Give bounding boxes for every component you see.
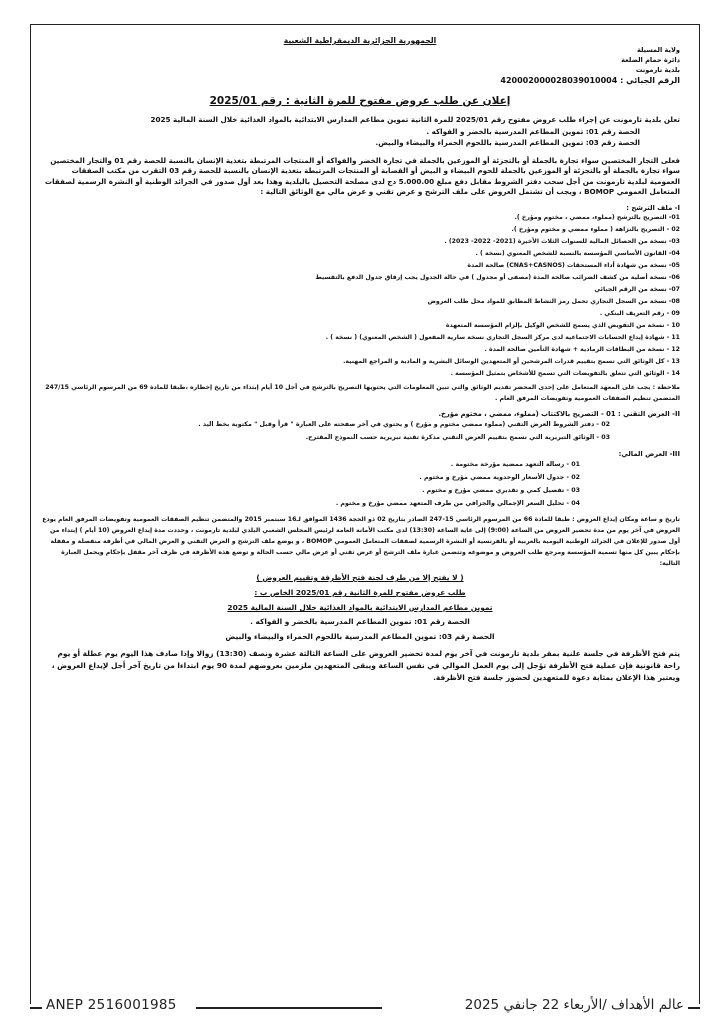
republic-heading: الجمهورية الجزائرية الديمقراطية الشعبية (283, 36, 437, 45)
list-item: 02 - دفتر الشروط العرض التقني (مملوء ممضي مختوم و مؤرخ ) و يحتوي في آخر صفحته على العبارة " قرأ وقبل " مكتوبة بخط اليد . (198, 420, 610, 428)
opening-paragraph: يتم فتح الأظرفة في جلسة علنية بمقر بلدية تارمونت في آخر يوم لمدة تحضير العروض على الساعة الثالثة عشرة ونصف (13:30) زوالا وإذا صادف هذا اليوم يوم عطلة أو يوم راحة قانونية فإن عملية فتح الأظرفة تؤجل إلى يوم العمل الموالي في نفس الساعة ويبقى المتعهدين ملزمين بعروضهم لمدة 90 يوم ابتداءا من تاريخ آخر أجل لإيداع العروض ، ويعتبر هذا الإعلان بمثابة دعوة للمتعهدين لحضور جلسة فتح الأظرفة. (51, 648, 680, 682)
section1-heading: I- ملف الترشح : (626, 203, 680, 212)
envelope-lots (40, 614, 680, 644)
list-item: 13 - كل الوثائق التي تسمح بتقييم قدرات المرشحين أو المتعهدين الوسائل البشرية و المادية و المراجع المهنية. (343, 357, 680, 365)
lot-item: الحصة رقم 03: تموين المطاعم المدرسية باللحوم الحمراء والبيضاء والبيض (225, 631, 495, 641)
list-item: 14 - الوثائق التي تتعلق بالتفويضات التي تسمح للأشخاص بتمثيل المؤسسة . (450, 369, 680, 377)
issuer-block (40, 45, 680, 86)
section1-list (40, 212, 680, 380)
list-item: 03 - تفصيل كمي و تقديري ممضي مؤرخ و مختوم . (422, 486, 580, 494)
list-item: 04- القانون الأساسي المؤسسة بالنسبة للشخص المعنوي (نسخة ) . (475, 249, 680, 257)
section3-list (40, 458, 680, 510)
list-item: 01- التصريح بالترشح (مملوء، ممضي ، مختوم ومؤرخ ). (514, 213, 680, 221)
fiscal-label: الرقم الجبائي : (620, 76, 680, 85)
deposit-paragraph: تاريخ و ساعة ومكان إيداع العروض : طبقا للمادة 66 من المرسوم الرئاسي 15-247 الصادر بتاريخ 02 ذو الحجة 1436 الموافق لـ16 سبتمبر 2015 والمتضمن تنظيم الصفقات العمومية وتفويضات المرفق العام يودع العروض في آخر يوم من مدة تحضير العروض من الساعة (9:00) إلى غاية الساعة (13:30) لدى مكتب الأمانة العامة لرئيس المجلس الشعبي البلدي لبلدية تارمونت ، وحددت مدة إيداع العروض (10 أيام ) إبتداء من أول صدور للإعلان في الجرائد الوطنية اليومية بالعربية أو بالفرنسية أو النشرة الرسمية لصفقات المتعامل العمومي BOMOP ، و يوضع ملف الترشح و العرض التقني و العرض المالي في أظرفة منفصلة و مقفلة بإحكام يبين كل منها تسمية المؤسسة ومرجع طلب العروض و موضوعه وتتضمن عبارة ملف الترشح أو عرض تقني أو عرض مالي حسب الحالة و توضع هذه الأظرفة في ظرف آخر مقفل بإحكام ويحمل العبارة التالية: (42, 515, 680, 567)
section2-list (40, 418, 680, 444)
commune-line: بلدية تارمونت (635, 66, 680, 74)
section2-heading: II- العرض التقني : 01 - التصريح بالاكتتاب (مملوء، ممضي ، مختوم مؤرخ. (438, 409, 680, 418)
list-item: 02 - جدول الأسعار الوحدوية ممضي مؤرخ و مختوم . (419, 473, 580, 481)
list-item: 03- نسخة من الحصائل المالية للسنوات الثلاث الأخيرة (2021- 2022- 2023) . (444, 237, 680, 245)
footer-rule-left (30, 1007, 42, 1009)
list-item: 07- نسخة من الرقم الجبائي (594, 285, 680, 293)
footer-rule-right (688, 1007, 700, 1009)
candidacy-paragraph: فعلى التجار المختصين سواء تجارة بالجملة أو بالتجزئة أو الموزعين بالجملة في تجارة الخضر والفواكه أو المنتجات المرتبطة بتغذية الإنسان بالنسبة للحصة رقم 01 والتجار المختصين سواء تجارة بالجملة أو بالتجزئة أو الموزعين بالجملة للحوم البيضاء و البيض أو القصابة أو المنتجات المرتبطة بتغذية الإنسان بالنسبة للحصة رقم 03 التقرب من مكتب الصفقات العمومية لبلدية تارمونت من أجل سحب دفتر الشروط مقابل دفع مبلغ 5.000.00 دج لدى مصلحة التحصيل بالبلدية وهذا بعد أول صدور في الجرائد الوطنية أو النشرة الرسمية لصفقات المتعامل العمومي BOMOP ، ويجب أن تشتمل العروض على ملف الترشح و عرض تقني و عرض مالي مع الوثائق التالية : (44, 155, 680, 197)
intro-paragraph: تعلن بلدية تارمونت عن إجراء طلب عروض مفتوح رقم 2025/01 للمرة الثانية تموين مطاعم المدارس الابتدائية بالمواد الغذائية خلال السنة المالية 2025 (150, 115, 680, 124)
page-footer (0, 995, 712, 1021)
list-item: 05- نسخة من شهادة أداء المستحقات (CNAS+CASNOS) صالحة المدة (467, 261, 680, 269)
section3-heading: III- العرض المالي: (618, 449, 680, 458)
list-item: 04 - تحليل السعر الإجمالي والجزافي من طرف المتعهد ممضي مؤرخ و مختوم . (335, 499, 580, 507)
fiscal-number: 420002000028039010004 (500, 76, 618, 85)
list-item: 11 - شهادة إيداع الحسابات الاجتماعية لدى مركز السجل التجاري نسخة سارية المفعول ( الشخص المعنوي) ( نسخة ) . (325, 333, 680, 341)
lot-item: الحصة رقم 03: تموين المطاعم المدرسية باللحوم الحمراء والبيضاء والبيض. (375, 137, 640, 147)
envelope-line2: طلب عروض مفتوح للمرة الثانية رقم 2025/01 الخاص ب : (254, 587, 466, 597)
wilaya-line: ولاية المسيلة (636, 46, 680, 54)
notice-title: إعلان عن طلب عروض مفتوح للمرة الثانية : رقم 2025/01 (209, 95, 511, 107)
notice-content (40, 32, 680, 684)
lots-list (40, 126, 680, 148)
list-item: 01 - رسالة التعهد ممضية مؤرخة مختومة . (450, 460, 580, 468)
fiscal-line (40, 76, 680, 86)
list-item: 02 - التصريح بالنزاهة ( مملوء ممضي و مختوم ومؤرخ ). (511, 225, 680, 233)
list-item: 12 - نسخة من البطاقات الرمادية + شهادة التأمين صالحة المدة . (484, 345, 680, 353)
envelope-line1: ( لا يفتح إلا من طرف لجنة فتح الأظرفة وتقييم العروض ) (256, 572, 464, 582)
lot-item: الحصة رقم 01: تموين المطاعم المدرسية بالخضر و الفواكه . (250, 616, 470, 626)
list-item: 06- نسخة أصلية من كشف الضرائب صالحة المدة (مصفى أو مجدول ) في حالة الجدول يجب إرفاق جدول الدفع بالتقسيط (315, 273, 680, 281)
daira-line: دائرة حمام الضلعة (621, 56, 680, 64)
list-item: 08- نسخة من السجل التجاري تحمل رمز النشاط المطابق للمواد محل طلب العروض (427, 297, 680, 305)
envelope-line3: تموين مطاعم المدارس الابتدائية بالمواد الغذائية خلال السنة المالية 2025 (227, 602, 493, 612)
footer-rule-middle (196, 1007, 382, 1009)
list-item: 10 - نسخة من التفويض الذي يسمح للشخص الوكيل بإلزام المؤسسة المتعهدة (445, 321, 680, 329)
list-item: 03 - الوثائق التبريرية التي تسمح بتقييم العرض التقني مذكرة تقنية تبريرية حسب النموذج المقترح. (305, 433, 610, 441)
lot-item: الحصة رقم 01: تموين المطاعم المدرسية بالخضر و الفواكه . (426, 126, 640, 136)
section1-note: ملاحظة : يجب على المعهد المتعامل على إحدى المحضر تقديم الوثائق والتي تبين المعلومات التي يحتويها التصريح بالترشح في أجل 10 أيام إبتداء من تاريخ إخطاره ،طبقا للمادة 69 من المرسوم الرئاسي 247/15 المتضمن تنظيم الصفقات العمومية وتفويضات المرفق العام . (45, 383, 680, 402)
newspaper-date-line: عالم الأهداف /الأربعاء 22 جانفي 2025 (464, 997, 684, 1013)
list-item: 09 - رقم التعريف البنكي . (599, 309, 680, 317)
anep-reference: ANEP 2516001985 (46, 997, 177, 1013)
